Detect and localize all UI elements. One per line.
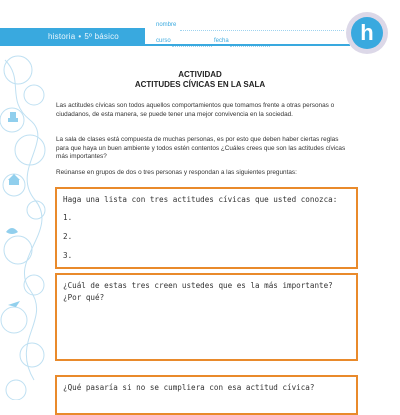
course-field[interactable]	[172, 46, 212, 47]
name-field[interactable]	[180, 30, 344, 31]
brand-logo: h	[351, 17, 383, 49]
consequence-question: ¿Qué pasaría si no se cumpliera con esa actitud cívica?	[63, 383, 315, 392]
answer-box-importance[interactable]	[55, 273, 358, 361]
list-question: Haga una lista con tres actitudes cívicas que usted conozca:	[63, 195, 338, 204]
activity-title: ACTIVIDAD	[178, 70, 222, 79]
importance-question: ¿Cuál de estas tres creen ustedes que es la más importante?	[63, 281, 333, 290]
list-item-3: 3.	[63, 251, 73, 260]
intro-paragraph: Las actitudes cívicas son todos aquellos comportamientos que tomamos frente a otras personas o ciudadanos, de esta manera, se puede tener una mejor convivencia en la sociedad.	[56, 102, 335, 118]
course-label: curso	[156, 38, 171, 44]
answer-box-consequence[interactable]	[55, 375, 358, 415]
why-question: ¿Por qué?	[63, 293, 105, 302]
subject-label: historia	[48, 32, 76, 41]
instruction-paragraph: Reúnanse en grupos de dos o tres personas y respondan a las siguientes preguntas:	[56, 169, 297, 176]
list-item-1: 1.	[63, 213, 73, 222]
date-label: fecha	[214, 38, 229, 44]
subject-grade-label	[48, 32, 119, 41]
date-field[interactable]	[230, 46, 270, 47]
activity-subtitle: ACTITUDES CÍVICAS EN LA SALA	[134, 80, 266, 89]
context-paragraph: La sala de clases está compuesta de muchas personas, es por esto que deben haber ciertas reglas para que haya un buen ambiente y todos estén contentos ¿Cuáles crees que son las actitudes cívicas más importantes?	[56, 136, 346, 161]
grade-label: 5º básico	[84, 32, 119, 41]
answer-box-list[interactable]	[55, 187, 358, 269]
list-item-2: 2.	[63, 232, 73, 241]
separator-dot: •	[78, 32, 82, 41]
decorative-side-pattern	[0, 0, 50, 400]
name-label: nombre	[156, 22, 177, 28]
